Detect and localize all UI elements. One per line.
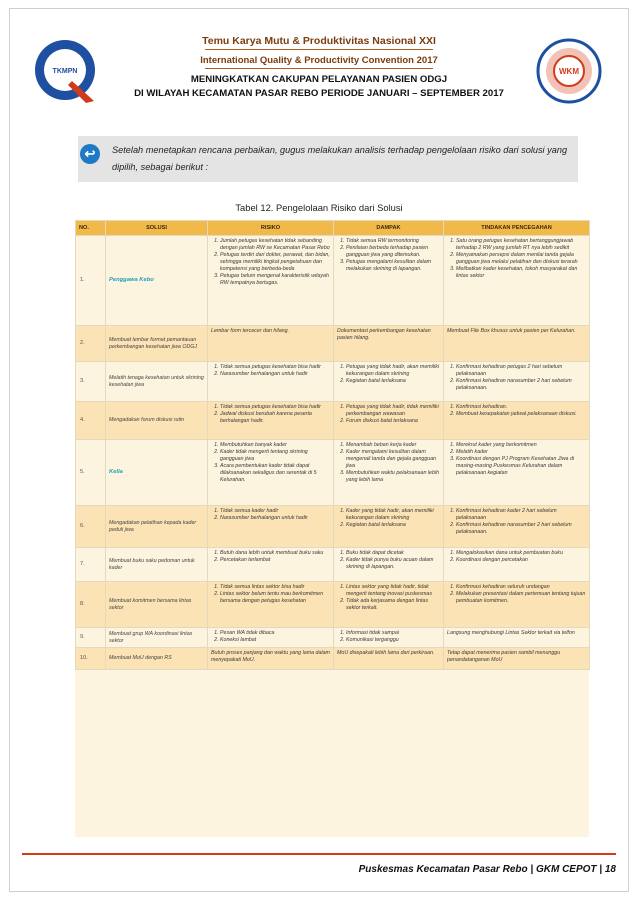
- cell-no: 3.: [76, 362, 106, 402]
- dampak-list-item: 1. Buku tidak dapat dicetak: [346, 550, 440, 557]
- cell-dampak: [334, 548, 444, 582]
- dampak-list-item: 1. Petugas yang tidak hadir, tidak memiliki perkembangan wawasan: [346, 404, 440, 418]
- tindakan-list-item: 1. Konfirmasi kehadiran petugas 2 hari sebelum pelaksanaan: [456, 364, 586, 378]
- risk-table: [75, 220, 590, 670]
- risiko-list-item: 3. Petugas belum mengenal karakteristik wilayah RW tempatnya bertugas.: [220, 273, 330, 287]
- dampak-list-item: 3. Membutuhkan waktu pelaksanaan lebih yang lebih lama: [346, 470, 440, 484]
- risiko-list-item: 1. Jumlah petugas kesehatan tidak sebanding dengan jumlah RW se Kecamatan Pasar Rebo: [220, 238, 330, 252]
- tindakan-list: [447, 364, 586, 392]
- dampak-list-item: 2. Penilaian berbeda terhadap pasien gangguan jiwa yang ditemukan.: [346, 245, 440, 259]
- cell-no: 7.: [76, 548, 106, 582]
- table-row: [76, 362, 590, 402]
- risiko-list-item: 1. Membutuhkan banyak kader: [220, 442, 330, 449]
- table-row: [76, 236, 590, 326]
- dampak-list-item: 2. Forum diskusi batal terlaksana: [346, 418, 440, 425]
- col-header-no: NO.: [76, 221, 106, 236]
- tindakan-text: Langsung menghubungi Lintas Sektor terkait via telfon: [447, 630, 575, 636]
- table-row: [76, 506, 590, 548]
- cell-solusi: Membuat komitmen bersama lintas sektor: [106, 582, 208, 628]
- dampak-list: [337, 364, 440, 385]
- footer-divider: [22, 853, 616, 855]
- risiko-list-item: 1. Tidak semua lintas sektor bisa hadir: [220, 584, 330, 591]
- cell-dampak: [334, 362, 444, 402]
- intro-note: [78, 136, 578, 182]
- cell-solusi: Membuat grup WA koordinasi lintas sektor: [106, 628, 208, 648]
- cell-risiko: [208, 548, 334, 582]
- cell-risiko: [208, 402, 334, 440]
- cell-tindakan: [444, 402, 590, 440]
- dampak-list-item: 1. Lintas sektor yang tidak hadir, tidak mengerti tentang inovasi puskesmas: [346, 584, 440, 598]
- risiko-list: [211, 364, 330, 378]
- dampak-list: [337, 404, 440, 425]
- header-event-subtitle: International Quality & Productivity Convention 2017: [200, 55, 438, 66]
- risiko-list-item: 1. Pesan WA tidak dibaca: [220, 630, 330, 637]
- dampak-list: [337, 238, 440, 273]
- dampak-list-item: 1. Tidak semua RW termonitoring: [346, 238, 440, 245]
- header-event-title: Temu Karya Mutu & Produktivitas Nasional XXI: [202, 35, 436, 47]
- risiko-list-item: 2. Percetakan terlambat: [220, 557, 330, 564]
- cell-risiko: [208, 506, 334, 548]
- cell-no: 2.: [76, 326, 106, 362]
- cell-no: 4.: [76, 402, 106, 440]
- risiko-list-item: 1. Tidak semua kader hadir: [220, 508, 330, 515]
- cell-risiko: [208, 236, 334, 326]
- tindakan-list-item: 2. Konfirmasi kehadiran narasumber 2 hari sebelum pelaksanaan.: [456, 522, 586, 536]
- table-row: [76, 628, 590, 648]
- risiko-list-item: 2. Petugas terdiri dari dokter, perawat, dan bidan, sehingga memiliki tingkat pengetahuan dan kompetensi yang berbeda-beda: [220, 252, 330, 273]
- cell-risiko: [208, 628, 334, 648]
- cell-solusi: Membuat MoU dengan RS: [106, 648, 208, 670]
- risiko-list: [211, 584, 330, 605]
- dampak-list: [337, 550, 440, 571]
- risiko-list: [211, 404, 330, 425]
- risiko-list-item: 1. Butuh dana lebih untuk membuat buku saku: [220, 550, 330, 557]
- cell-dampak: [334, 506, 444, 548]
- tindakan-list-item: 1. Konfirmasi kehadiran kader 2 hari sebelum pelaksanaan: [456, 508, 586, 522]
- tindakan-list-item: 1. Merekrut kader yang berkomitmen: [456, 442, 586, 449]
- col-header-solusi: SOLUSI: [106, 221, 208, 236]
- dampak-list-item: 1. Informasi tidak sampai: [346, 630, 440, 637]
- document-title: MENINGKATKAN CAKUPAN PELAYANAN PASIEN ODGJ: [190, 74, 448, 85]
- dampak-text: Dokumentasi perkembangan kesehatan pasien hilang.: [337, 328, 431, 341]
- cell-solusi: Kella: [106, 440, 208, 506]
- dampak-list: [337, 630, 440, 644]
- risiko-list-item: 1. Tidak semua petugas kesehatan bisa hadir: [220, 404, 330, 411]
- cell-solusi: Membuat lembar format pemantauan perkembangan kesehatan jiwa ODGJ: [106, 326, 208, 362]
- cell-tindakan: [444, 236, 590, 326]
- tindakan-list: [447, 508, 586, 536]
- tindakan-list-item: 1. Satu orang petugas kesehatan bertanggungjawab terhadap 2 RW yang jumlah RT nya lebih sedikit: [456, 238, 586, 252]
- page-footer: Puskesmas Kecamatan Pasar Rebo | GKM CEPOT | 18: [358, 864, 616, 875]
- tindakan-list-item: 1. Konfirmasi kehadiran seluruh undangan: [456, 584, 586, 591]
- tindakan-list: [447, 442, 586, 477]
- tindakan-list: [447, 550, 586, 564]
- table-row: [76, 548, 590, 582]
- cell-tindakan: [444, 582, 590, 628]
- cell-no: 9.: [76, 628, 106, 648]
- tindakan-list: [447, 238, 586, 280]
- dampak-list: [337, 584, 440, 612]
- cell-dampak: [334, 402, 444, 440]
- risiko-list-item: 3. Acara pembentukan kader tidak dapat dilaksanakan sekaligus dan serentak di 5 Kelurahan.: [220, 463, 330, 484]
- cell-no: 6.: [76, 506, 106, 548]
- header-divider-2: [205, 68, 433, 69]
- risiko-list-item: 1. Tidak semua petugas kesehatan bisa hadir: [220, 364, 330, 371]
- tindakan-text: Membuat File Box khusus untuk pasien per Kelurahan.: [447, 328, 576, 334]
- tindakan-list-item: 2. Membuat kesepakatan jadwal pelaksanaan diskusi.: [456, 411, 586, 418]
- cell-dampak: [334, 440, 444, 506]
- table-row: [76, 648, 590, 670]
- tindakan-list-item: 1. Konfirmasi kehadiran.: [456, 404, 586, 411]
- risiko-list: [211, 238, 330, 287]
- tindakan-list-item: 3. Koordinasi dengan PJ Program Kesehatan Jiwa di masing-masing Puskesmas Kelurahan dalam pelaksanaan kegiatan: [456, 456, 586, 477]
- tindakan-text: Tetap dapat menerima pasien sambil menunggu penandatanganan MoU: [447, 650, 561, 663]
- dampak-list-item: 1. Petugas yang tidak hadir, akan memiliki kekurangan dalam skrining: [346, 364, 440, 378]
- dampak-list-item: 2. Komunikasi terganggu: [346, 637, 440, 644]
- cell-dampak: [334, 582, 444, 628]
- tindakan-list-item: 2. Koordinasi dengan percetakan: [456, 557, 586, 564]
- dampak-list-item: 2. Kader mengalami kesulitan dalam mengenali tanda dan gejala gangguan jiwa: [346, 449, 440, 470]
- tindakan-list-item: 2. Menyamakan persepsi dalam menilai tanda gejala gangguan jiwa melalui pelatihan dan diskusi terarah: [456, 252, 586, 266]
- cell-solusi: Melatih tenaga kesehatan untuk skrining kesehatan jiwa: [106, 362, 208, 402]
- risiko-list-item: 2. Jadwal diskusi berubah karena peserta berhalangan hadir.: [220, 411, 330, 425]
- tindakan-list-item: 1. Mengalokasikan dana untuk pembuatan buku: [456, 550, 586, 557]
- tindakan-list-item: 3. Melibatkan kader kesehatan, tokoh masyarakat dan lintas sektor: [456, 266, 586, 280]
- col-header-dampak: DAMPAK: [334, 221, 444, 236]
- cell-no: 1.: [76, 236, 106, 326]
- cell-dampak: [334, 648, 444, 670]
- wkm-logo-text: WKM: [559, 67, 579, 76]
- dampak-list-item: 1. Kader yang tidak hadir, akan memiliki kekurangan dalam skrining: [346, 508, 440, 522]
- dampak-list-item: 2. Tidak ada kerjasama dengan lintas sektor terkait.: [346, 598, 440, 612]
- cell-dampak: [334, 236, 444, 326]
- document-subtitle: DI WILAYAH KECAMATAN PASAR REBO PERIODE JANUARI – SEPTEMBER 2017: [134, 88, 504, 99]
- risiko-list-item: 2. Narasumber berhalangan untuk hadir: [220, 371, 330, 378]
- dampak-list: [337, 508, 440, 529]
- dampak-list-item: 2. Kegiatan batal terlaksana: [346, 522, 440, 529]
- risiko-list: [211, 442, 330, 484]
- table-header-row: [76, 221, 590, 236]
- tindakan-list-item: 2. Konfirmasi kehadiran narasumber 2 hari sebelum pelaksanaan.: [456, 378, 586, 392]
- risiko-list-item: 2. Narasumber berhalangan untuk hadir: [220, 515, 330, 522]
- risiko-list: [211, 550, 330, 564]
- table-row: [76, 326, 590, 362]
- cell-tindakan: [444, 648, 590, 670]
- dampak-text: MoU disepakati lebih lama dari perkiraan.: [337, 650, 435, 656]
- risiko-list-item: 2. Koneksi lambat: [220, 637, 330, 644]
- table-caption: Tabel 12. Pengelolaan Risiko dari Solusi: [235, 202, 403, 213]
- tindakan-list-item: 2. Melakukan presentasi dalam pertemuan tentang tujuan pembuatan komitmen.: [456, 591, 586, 605]
- cell-tindakan: [444, 628, 590, 648]
- cell-tindakan: [444, 440, 590, 506]
- cell-no: 8.: [76, 582, 106, 628]
- risiko-list: [211, 630, 330, 644]
- cell-tindakan: [444, 506, 590, 548]
- dampak-list-item: 3. Petugas mengalami kesulitan dalam melakukan skrining di lapangan.: [346, 259, 440, 273]
- cell-tindakan: [444, 548, 590, 582]
- table-row: [76, 402, 590, 440]
- risiko-text: Butuh proses panjang dan waktu yang lama dalam menyepakati MoU.: [211, 650, 330, 663]
- cell-risiko: [208, 362, 334, 402]
- table-row: [76, 582, 590, 628]
- table-row: [76, 440, 590, 506]
- cell-risiko: [208, 326, 334, 362]
- dampak-list: [337, 442, 440, 484]
- cell-tindakan: [444, 326, 590, 362]
- cell-solusi: Membuat buku saku pedoman untuk kader: [106, 548, 208, 582]
- cell-dampak: [334, 628, 444, 648]
- cell-no: 5.: [76, 440, 106, 506]
- risiko-text: Lembar form tercecer dan hilang.: [211, 328, 290, 334]
- header-divider: [205, 49, 433, 50]
- dampak-list-item: 2. Kader tidak punya buku acuan dalam skrining di lapangan.: [346, 557, 440, 571]
- tindakan-list: [447, 404, 586, 418]
- cell-solusi: Penggawa Kebo: [106, 236, 208, 326]
- risiko-list-item: 2. Kader tidak mengerti tentang skrining gangguan jiwa: [220, 449, 330, 463]
- cell-tindakan: [444, 362, 590, 402]
- cell-risiko: [208, 582, 334, 628]
- dampak-list-item: 1. Menambah beban kerja kader: [346, 442, 440, 449]
- risiko-list-item: 2. Lintas sektor belum tentu mau berkomitmen bersama dengan petugas kesehatan: [220, 591, 330, 605]
- cell-no: 10.: [76, 648, 106, 670]
- tindakan-list: [447, 584, 586, 605]
- dampak-list-item: 2. Kegiatan batal terlaksana: [346, 378, 440, 385]
- risk-table-container: [75, 220, 589, 837]
- cell-risiko: [208, 648, 334, 670]
- cell-dampak: [334, 326, 444, 362]
- tindakan-list-item: 2. Melatih kader: [456, 449, 586, 456]
- intro-note-text: Setelah menetapkan rencana perbaikan, gugus melakukan analisis terhadap pengelolaan risiko dari solusi yang dipilih, sebagai berikut :: [112, 145, 568, 172]
- cell-solusi: Mengadakan forum diskusi rutin: [106, 402, 208, 440]
- table-body: [76, 236, 590, 670]
- cell-risiko: [208, 440, 334, 506]
- arrow-return-icon: ↩: [80, 144, 100, 164]
- cell-solusi: Mengadakan pelatihan kepada kader peduli jiwa: [106, 506, 208, 548]
- tkmpn-logo-text: TKMPN: [52, 68, 78, 75]
- col-header-tindakan: TINDAKAN PENCEGAHAN: [444, 221, 590, 236]
- col-header-risiko: RISIKO: [208, 221, 334, 236]
- risiko-list: [211, 508, 330, 522]
